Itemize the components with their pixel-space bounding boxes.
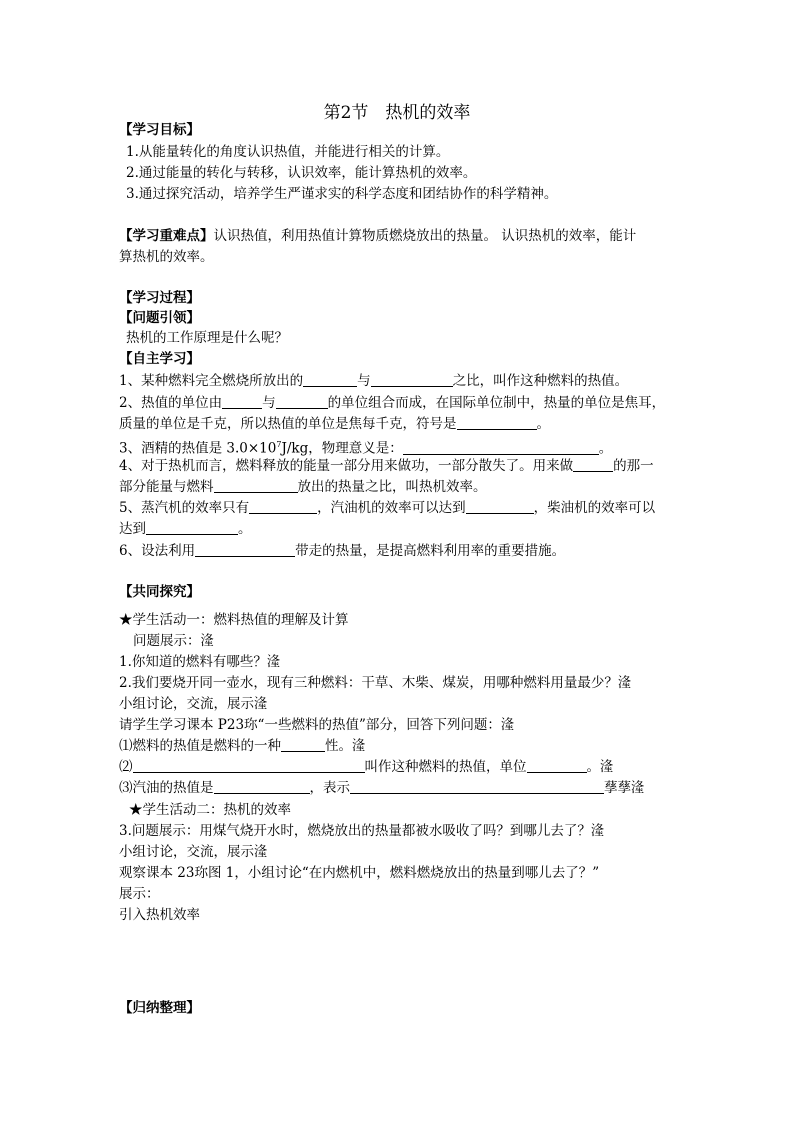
goal-item-2: 2.通过能量的转化与转移，认识效率，能计算热机的效率。 [126,165,477,181]
self-q6-text-a: 6、设法利用 [119,543,196,559]
explore-q1: 1.你知道的燃料有哪些？湰 [119,654,281,670]
blank[interactable] [350,779,604,794]
blank[interactable] [276,394,328,409]
self-q4-text-c: 部分能量与燃料 [119,479,214,495]
blank[interactable] [195,542,295,557]
self-q2-text-e: 。 [536,416,550,432]
blank[interactable] [573,457,613,472]
blank[interactable] [214,478,298,493]
self-q1-text-c: 之比，叫作这种燃料的热值。 [452,373,629,389]
self-q3-text-a: 3、酒精的热值是 3.0×10 [119,440,277,457]
blank[interactable] [371,372,453,387]
self-q6 [119,541,565,561]
blank[interactable] [222,394,262,409]
self-q1-text-a: 1、某种燃料完全燃烧所放出的 [119,373,304,389]
self-q5-text-a: 5、蒸汽机的效率只有 [119,500,250,516]
self-q4-text-b: 的那一 [613,458,654,474]
summary-heading: 【归纳整理】 [119,1000,200,1016]
explore-p3-text-b: ，表示 [309,780,350,796]
blank[interactable] [146,520,238,535]
blank[interactable] [527,758,587,773]
blank[interactable] [214,779,310,794]
explore-lead: 引入热机效率 [119,907,200,923]
blank[interactable] [457,415,537,430]
keypoints-line-1 [119,226,636,246]
explore-p3-text-c: 孶孶湰 [604,780,645,796]
explore-p2-text-c: 。湰 [586,759,614,775]
explore-discuss-1: 小组讨论，交流，展示湰 [119,696,268,712]
self-q3 [119,435,612,459]
explore-heading: 【共同探究】 [119,584,200,600]
intro-question: 热机的工作原理是什么呢？ [126,330,288,346]
self-q3-text-b: J/kg，物理意义是： [281,440,403,457]
self-q2-text-a: 2、热值的单位由 [119,395,223,411]
self-study-heading: 【自主学习】 [119,351,200,367]
activity-1-show: 问题展示：湰 [133,633,214,649]
self-q4-line-2 [119,477,487,497]
blank[interactable] [466,499,534,514]
self-q2-text-d: 质量的单位是千克，所以热值的单位是焦每千克，符号是 [119,416,457,432]
self-q2-line-2 [119,414,550,434]
keypoints-text-1: 认识热值，利用热值计算物质燃烧放出的热量。 认识热机的效率，能计 [213,228,637,244]
self-q5-text-c: ，柴油机的效率可以 [533,500,656,516]
self-q5-text-b: ，汽油机的效率可以达到 [317,500,466,516]
goal-item-3: 3.通过探究活动，培养学生严谨求实的科学态度和团结协作的科学精神。 [126,186,558,202]
self-q4-text-a: 4、对于热机而言，燃料释放的能量一部分用来做功，一部分散失了。用来做 [119,458,574,474]
explore-p2-text-a: ⑵ [119,759,133,775]
blank[interactable] [249,499,317,514]
self-q1-text-b: 与 [357,373,371,389]
explore-p1-text-b: 性。湰 [325,738,366,754]
keypoints-heading: 【学习重难点】 [119,228,214,244]
explore-q2: 2.我们要烧开同一壶水，现有三种燃料：干草、木柴、煤炭，用哪种燃料用量最少？湰 [119,675,632,691]
explore-p2-text-b: 叫作这种燃料的热值，单位 [364,759,527,775]
activity-1-title: ★学生活动一：燃料热值的理解及计算 [119,612,349,628]
self-q2-line-1 [119,393,665,413]
explore-study: 请学生学习课本 P23珎“一些燃料的热值”部分，回答下列问题：湰 [119,717,515,733]
goals-heading: 【学习目标】 [119,122,200,138]
explore-show: 展示： [119,886,160,902]
self-q5-text-e: 。 [238,521,252,537]
process-heading: 【学习过程】 [119,290,200,306]
explore-observe: 观察课本 23珎图 1，小组讨论“在内燃机中，燃料燃烧放出的热量到哪儿去了？” [119,865,600,881]
self-q5-line-2 [119,519,252,539]
self-q2-text-c: 的单位组合而成，在国际单位制中，热量的单位是焦耳， [327,395,666,411]
self-q6-text-b: 带走的热量，是提高燃料利用率的重要措施。 [295,543,566,559]
self-q1 [119,371,628,391]
self-q5-text-d: 达到 [119,521,146,537]
blank[interactable] [281,737,325,752]
self-q2-text-b: 与 [262,395,276,411]
self-q4-line-1 [119,456,654,476]
blank[interactable] [133,758,365,773]
blank[interactable] [403,440,599,455]
explore-p3-text-a: ⑶汽油的热值是 [119,780,214,796]
keypoints-text-2: 算热机的效率。 [119,249,214,265]
intro-heading: 【问题引领】 [119,310,200,326]
explore-p2 [119,757,614,777]
activity-2-title: ★学生活动二：热机的效率 [129,802,291,818]
goal-item-1: 1.从能量转化的角度认识热值，并能进行相关的计算。 [126,144,450,160]
explore-p1 [119,736,366,756]
explore-discuss-2: 小组讨论，交流，展示湰 [119,844,268,860]
page-title: 第2节 热机的效率 [323,103,471,123]
explore-p3 [119,778,645,798]
self-q5-line-1 [119,498,655,518]
self-q4-text-d: 放出的热量之比，叫热机效率。 [297,479,487,495]
explore-q3: 3.问题展示：用煤气烧开水时，燃烧放出的热量都被水吸收了吗？到哪儿去了？湰 [119,823,605,839]
self-q3-text-c: 。 [598,440,613,457]
self-q3-exponent: 7 [276,440,282,449]
blank[interactable] [303,372,357,387]
explore-p1-text-a: ⑴燃料的热值是燃料的一种 [119,738,281,754]
